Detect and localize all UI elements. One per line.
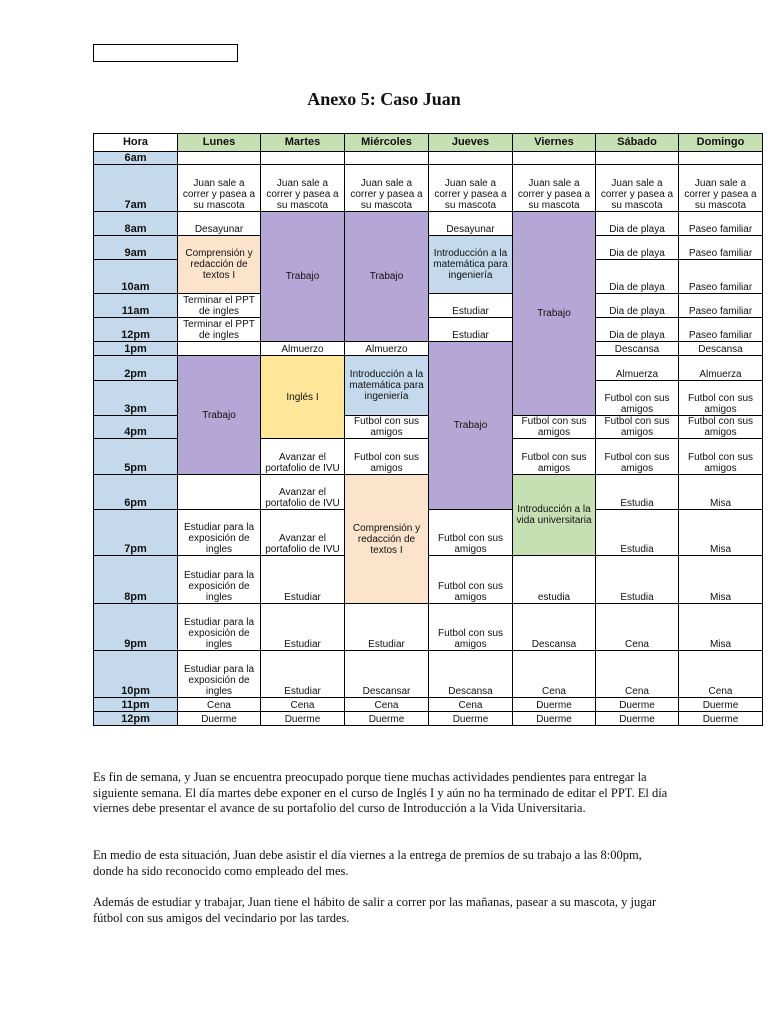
hour-cell-text: 12pm (121, 713, 150, 725)
activity-cell (428, 555, 513, 604)
activity-cell (177, 697, 261, 712)
activity-cell-text: Dia de playa (609, 330, 665, 341)
activity-cell (678, 380, 763, 416)
activity-cell-text: Duerme (702, 714, 739, 725)
activity-cell (428, 164, 513, 212)
activity-cell-text: Dia de playa (609, 248, 665, 259)
activity-cell (428, 650, 513, 698)
activity-cell-text: Estudiar para la exposición de ingles (183, 570, 255, 603)
activity-cell-text: Estudiar (452, 330, 489, 341)
class-block-text: Trabajo (285, 271, 320, 282)
activity-cell-text: Futbol con sus amigos (437, 581, 504, 603)
activity-cell (678, 697, 763, 712)
activity-cell (260, 509, 345, 556)
empty-cell (595, 151, 679, 165)
header-day-4-text: Jueves (451, 136, 490, 148)
class-block (260, 355, 345, 439)
activity-cell (428, 697, 513, 712)
header-day-2-text: Martes (284, 136, 321, 148)
hour-cell (93, 164, 178, 212)
activity-cell (177, 603, 261, 651)
activity-cell-text: Descansa (531, 639, 577, 650)
activity-cell (512, 697, 596, 712)
activity-cell-text: Dia de playa (609, 306, 665, 317)
activity-cell (512, 438, 596, 475)
header-day-7-text: Domingo (696, 136, 745, 148)
activity-cell-text: Estudiar (284, 686, 321, 697)
hour-cell (93, 317, 178, 342)
activity-cell-text: Dia de playa (609, 282, 665, 293)
class-block-text: Introducción a la vida universitaria (516, 504, 592, 526)
activity-cell (177, 650, 261, 698)
header-day-5-text: Viernes (534, 136, 574, 148)
activity-cell-text: Estudiar (284, 592, 321, 603)
class-block (428, 235, 513, 294)
activity-cell (512, 650, 596, 698)
activity-cell (260, 438, 345, 475)
header-day-3 (344, 133, 429, 152)
empty-cell (428, 151, 513, 165)
activity-cell (678, 259, 763, 294)
activity-cell-text: Futbol con sus amigos (437, 533, 504, 555)
activity-cell-text: Almuerzo (281, 344, 324, 355)
hour-cell-text: 11am (121, 305, 150, 317)
activity-cell-text: Duerme (619, 714, 655, 725)
activity-cell (260, 555, 345, 604)
activity-cell-text: Duerme (368, 714, 405, 725)
activity-cell (177, 341, 261, 356)
activity-cell (260, 697, 345, 712)
empty-cell (512, 151, 596, 165)
activity-cell (595, 711, 679, 726)
activity-cell-text: Cena (542, 686, 566, 697)
class-block (260, 211, 345, 342)
activity-cell-text: Cena (625, 686, 649, 697)
class-block (344, 211, 429, 342)
activity-cell (512, 415, 596, 439)
activity-cell-text: Duerme (201, 714, 237, 725)
activity-cell (595, 164, 679, 212)
activity-cell-text: Estudiar (368, 639, 405, 650)
activity-cell-text: Misa (709, 544, 732, 555)
activity-cell-text: Duerme (452, 714, 489, 725)
activity-cell-text: Cena (207, 700, 231, 711)
activity-cell (512, 164, 596, 212)
activity-cell-text: Futbol con sus amigos (687, 393, 754, 415)
activity-cell (678, 164, 763, 212)
activity-cell (177, 711, 261, 726)
activity-cell-text: Terminar el PPT de ingles (183, 295, 255, 317)
class-block-text: Trabajo (202, 409, 236, 421)
hour-cell-text: 7pm (124, 543, 147, 555)
hour-cell (93, 259, 178, 294)
activity-cell (678, 474, 763, 510)
activity-cell (512, 711, 596, 726)
header-day-5 (512, 133, 596, 152)
activity-cell (678, 711, 763, 726)
activity-cell-text: Cena (625, 639, 649, 650)
activity-cell-text: Juan sale a correr y pasea a su mascota (600, 178, 674, 211)
activity-cell-text: Terminar el PPT de ingles (183, 319, 255, 341)
activity-cell-text: Estudia (620, 592, 654, 603)
activity-cell (177, 164, 261, 212)
header-hora (93, 133, 178, 152)
activity-cell-text: Estudiar para la exposición de ingles (183, 617, 255, 650)
activity-cell-text: Cena (708, 686, 733, 697)
activity-cell-text: Futbol con sus amigos (353, 452, 420, 474)
activity-cell (595, 697, 679, 712)
hour-cell-text: 10pm (121, 685, 150, 697)
activity-cell-text: Almuerza (615, 369, 659, 380)
activity-cell-text: Almuerza (699, 369, 742, 380)
hour-cell-text: 2pm (124, 368, 147, 380)
activity-cell-text: Juan sale a correr y pasea a su mascota (350, 178, 423, 211)
activity-cell (177, 509, 261, 556)
activity-cell (678, 603, 763, 651)
activity-cell (344, 438, 429, 475)
hour-cell (93, 509, 178, 556)
activity-cell-text: Descansa (448, 686, 493, 697)
class-block-text: Introducción a la matemática para ingeniería (433, 248, 508, 281)
activity-cell (344, 650, 429, 698)
activity-cell (678, 509, 763, 556)
hour-cell (93, 603, 178, 651)
activity-cell-text: Estudiar (452, 306, 489, 317)
hour-cell-text: 1pm (124, 343, 147, 355)
activity-cell (260, 711, 345, 726)
activity-cell (260, 164, 345, 212)
activity-cell (428, 293, 513, 318)
class-block-text: Inglés I (286, 391, 319, 403)
activity-cell-text: Paseo familiar (688, 330, 753, 341)
class-block (177, 355, 261, 475)
activity-cell (260, 474, 345, 510)
activity-cell (177, 474, 261, 510)
activity-cell (595, 355, 679, 381)
activity-cell (678, 355, 763, 381)
activity-cell (344, 164, 429, 212)
activity-cell (177, 555, 261, 604)
activity-cell-text: Descansar (362, 686, 411, 697)
activity-cell (678, 211, 763, 236)
activity-cell-text: Duerme (536, 700, 572, 711)
class-block-text: Trabajo (537, 308, 571, 319)
activity-cell (428, 603, 513, 651)
hour-cell-text: 6pm (124, 497, 147, 509)
hour-cell (93, 711, 178, 726)
hour-cell-text: 8am (124, 223, 147, 235)
empty-cell (260, 151, 345, 165)
activity-cell (177, 317, 261, 342)
hour-cell (93, 341, 178, 356)
activity-cell (595, 211, 679, 236)
activity-cell (678, 293, 763, 318)
header-day-6-text: Sábado (617, 136, 657, 148)
activity-cell (595, 235, 679, 260)
activity-cell-text: Misa (709, 639, 732, 650)
activity-cell (678, 415, 763, 439)
activity-cell (344, 415, 429, 439)
activity-cell-text: Juan sale a correr y pasea a su mascota (517, 178, 591, 211)
hour-cell (93, 697, 178, 712)
activity-cell (678, 555, 763, 604)
activity-cell-text: Paseo familiar (688, 248, 753, 259)
activity-cell (678, 341, 763, 356)
activity-cell (260, 603, 345, 651)
activity-cell-text: Estudia (620, 498, 654, 509)
page-title: Anexo 5: Caso Juan (307, 89, 461, 109)
activity-cell (512, 555, 596, 604)
hour-cell-text: 9pm (124, 638, 147, 650)
activity-cell (678, 317, 763, 342)
class-block-text: Trabajo (369, 271, 404, 282)
activity-cell-text: Descansa (614, 344, 660, 355)
activity-cell-text: Avanzar el portafolio de IVU (265, 533, 340, 555)
activity-cell (595, 293, 679, 318)
activity-cell-text: Misa (709, 592, 732, 603)
hour-cell-text: 11pm (121, 699, 150, 711)
hour-cell (93, 438, 178, 475)
activity-cell (428, 211, 513, 236)
empty-cell (344, 151, 429, 165)
hour-cell (93, 415, 178, 439)
activity-cell-text: Futbol con sus amigos (521, 452, 587, 474)
activity-cell-text: Duerme (619, 700, 655, 711)
activity-cell (260, 650, 345, 698)
header-day-1 (177, 133, 261, 152)
class-block-text: Comprensión y redacción de textos I (352, 522, 421, 556)
activity-cell (595, 650, 679, 698)
activity-cell-text: Juan sale a correr y pasea a su mascota (434, 178, 507, 211)
activity-cell-text: Dia de playa (609, 224, 665, 235)
header-day-6 (595, 133, 679, 152)
activity-cell-text: Futbol con sus amigos (687, 452, 754, 474)
activity-cell-text: Futbol con sus amigos (353, 416, 420, 438)
header-day-4 (428, 133, 513, 152)
activity-cell-text: Duerme (536, 714, 572, 725)
header-day-1-text: Lunes (202, 136, 236, 148)
activity-cell-text: estudia (537, 592, 571, 603)
activity-cell-text: Avanzar el portafolio de IVU (265, 452, 340, 474)
hour-cell (93, 380, 178, 416)
hour-cell-text: 3pm (124, 403, 147, 415)
hour-cell (93, 211, 178, 236)
activity-cell-text: Futbol con sus amigos (604, 393, 670, 415)
activity-cell-text: Misa (709, 498, 732, 509)
activity-cell (595, 317, 679, 342)
hour-cell (93, 235, 178, 260)
hour-cell-text: 5pm (124, 462, 147, 474)
header-hora-text: Hora (122, 136, 149, 148)
hour-cell (93, 650, 178, 698)
activity-cell-text: Futbol con sus amigos (604, 452, 670, 474)
activity-cell-text: Juan sale a correr y pasea a su mascota (684, 178, 757, 211)
activity-cell (595, 415, 679, 439)
activity-cell-text: Futbol con sus amigos (604, 416, 670, 438)
activity-cell-text: Almuerzo (365, 344, 408, 355)
activity-cell-text: Duerme (284, 714, 321, 725)
hour-cell-text: 6am (124, 152, 147, 164)
empty-cell (678, 151, 763, 165)
activity-cell (678, 438, 763, 475)
hour-cell (93, 555, 178, 604)
activity-cell-text: Estudiar para la exposición de ingles (183, 522, 255, 555)
activity-cell-text: Desayunar (446, 224, 495, 235)
activity-cell-text: Estudiar para la exposición de ingles (183, 664, 255, 697)
activity-cell (678, 650, 763, 698)
activity-cell-text: Cena (290, 700, 315, 711)
activity-cell (595, 380, 679, 416)
activity-cell (344, 711, 429, 726)
class-block (428, 341, 513, 510)
activity-cell (428, 509, 513, 556)
activity-cell-text: Descansa (698, 344, 743, 355)
activity-cell (595, 341, 679, 356)
class-block-text: Introducción a la matemática para ingeniería (349, 369, 424, 402)
hour-cell-text: 10am (121, 281, 150, 293)
activity-cell-text: Duerme (702, 700, 739, 711)
activity-cell (428, 711, 513, 726)
activity-cell (595, 603, 679, 651)
activity-cell-text: Cena (374, 700, 399, 711)
class-block-text: Comprensión y redacción de textos I (185, 248, 253, 281)
activity-cell-text: Cena (458, 700, 483, 711)
activity-cell-text: Paseo familiar (688, 282, 753, 293)
header-day-2 (260, 133, 345, 152)
activity-cell-text: Futbol con sus amigos (437, 628, 504, 650)
paragraph-2: En medio de esta situación, Juan debe asistir el día viernes a la entrega de premios de su trabajo a las 8:00pm, donde ha sido reconocido como empleado del mes. (93, 848, 642, 878)
activity-cell-text: Avanzar el portafolio de IVU (265, 487, 340, 509)
hour-cell (93, 474, 178, 510)
activity-cell (344, 341, 429, 356)
activity-cell-text: Futbol con sus amigos (687, 416, 754, 438)
class-block (177, 235, 261, 294)
activity-cell-text: Futbol con sus amigos (521, 416, 587, 438)
activity-cell (177, 293, 261, 318)
activity-cell-text: Paseo familiar (688, 224, 753, 235)
class-block (344, 355, 429, 416)
activity-cell (595, 474, 679, 510)
activity-cell-text: Juan sale a correr y pasea a su mascota (182, 178, 256, 211)
empty-cell (177, 151, 261, 165)
activity-cell (428, 317, 513, 342)
paragraph-1: Es fin de semana, y Juan se encuentra preocupado porque tiene muchas actividades pendientes para entregar la siguiente semana. El día martes debe exponer en el curso de Inglés I y aún no ha terminado de editar el PPT. El día viernes debe presentar el avance de su portafolio del curso de Introducción a la Vida Universitaria. (93, 770, 668, 815)
class-block (344, 474, 429, 604)
hour-cell-text: 12pm (121, 329, 150, 341)
header-day-7 (678, 133, 763, 152)
header-day-3-text: Miércoles (361, 136, 412, 148)
activity-cell (344, 603, 429, 651)
activity-cell-text: Estudia (620, 544, 654, 555)
activity-cell-text: Juan sale a correr y pasea a su mascota (266, 178, 339, 211)
hour-cell (93, 151, 178, 165)
activity-cell (595, 509, 679, 556)
hour-cell-text: 9am (124, 247, 147, 259)
class-block (512, 474, 596, 556)
hour-cell-text: 8pm (124, 591, 147, 603)
class-block-text: Trabajo (453, 420, 488, 431)
activity-cell-text: Desayunar (194, 224, 244, 235)
activity-cell (595, 555, 679, 604)
hour-cell (93, 355, 178, 381)
activity-cell (595, 438, 679, 475)
hour-cell (93, 293, 178, 318)
hour-cell-text: 4pm (124, 426, 147, 438)
paragraph-3: Además de estudiar y trabajar, Juan tiene el hábito de salir a correr por las mañanas, pasear a su mascota, y jugar fútbol con sus amigos del vecindario por las tardes. (93, 895, 657, 925)
class-block (512, 211, 596, 416)
activity-cell (344, 697, 429, 712)
activity-cell-text: Estudiar (284, 639, 321, 650)
hour-cell-text: 7am (124, 199, 147, 211)
activity-cell (595, 259, 679, 294)
activity-cell (177, 211, 261, 236)
activity-cell (512, 603, 596, 651)
activity-cell (678, 235, 763, 260)
activity-cell-text: Paseo familiar (688, 306, 753, 317)
activity-cell (260, 341, 345, 356)
